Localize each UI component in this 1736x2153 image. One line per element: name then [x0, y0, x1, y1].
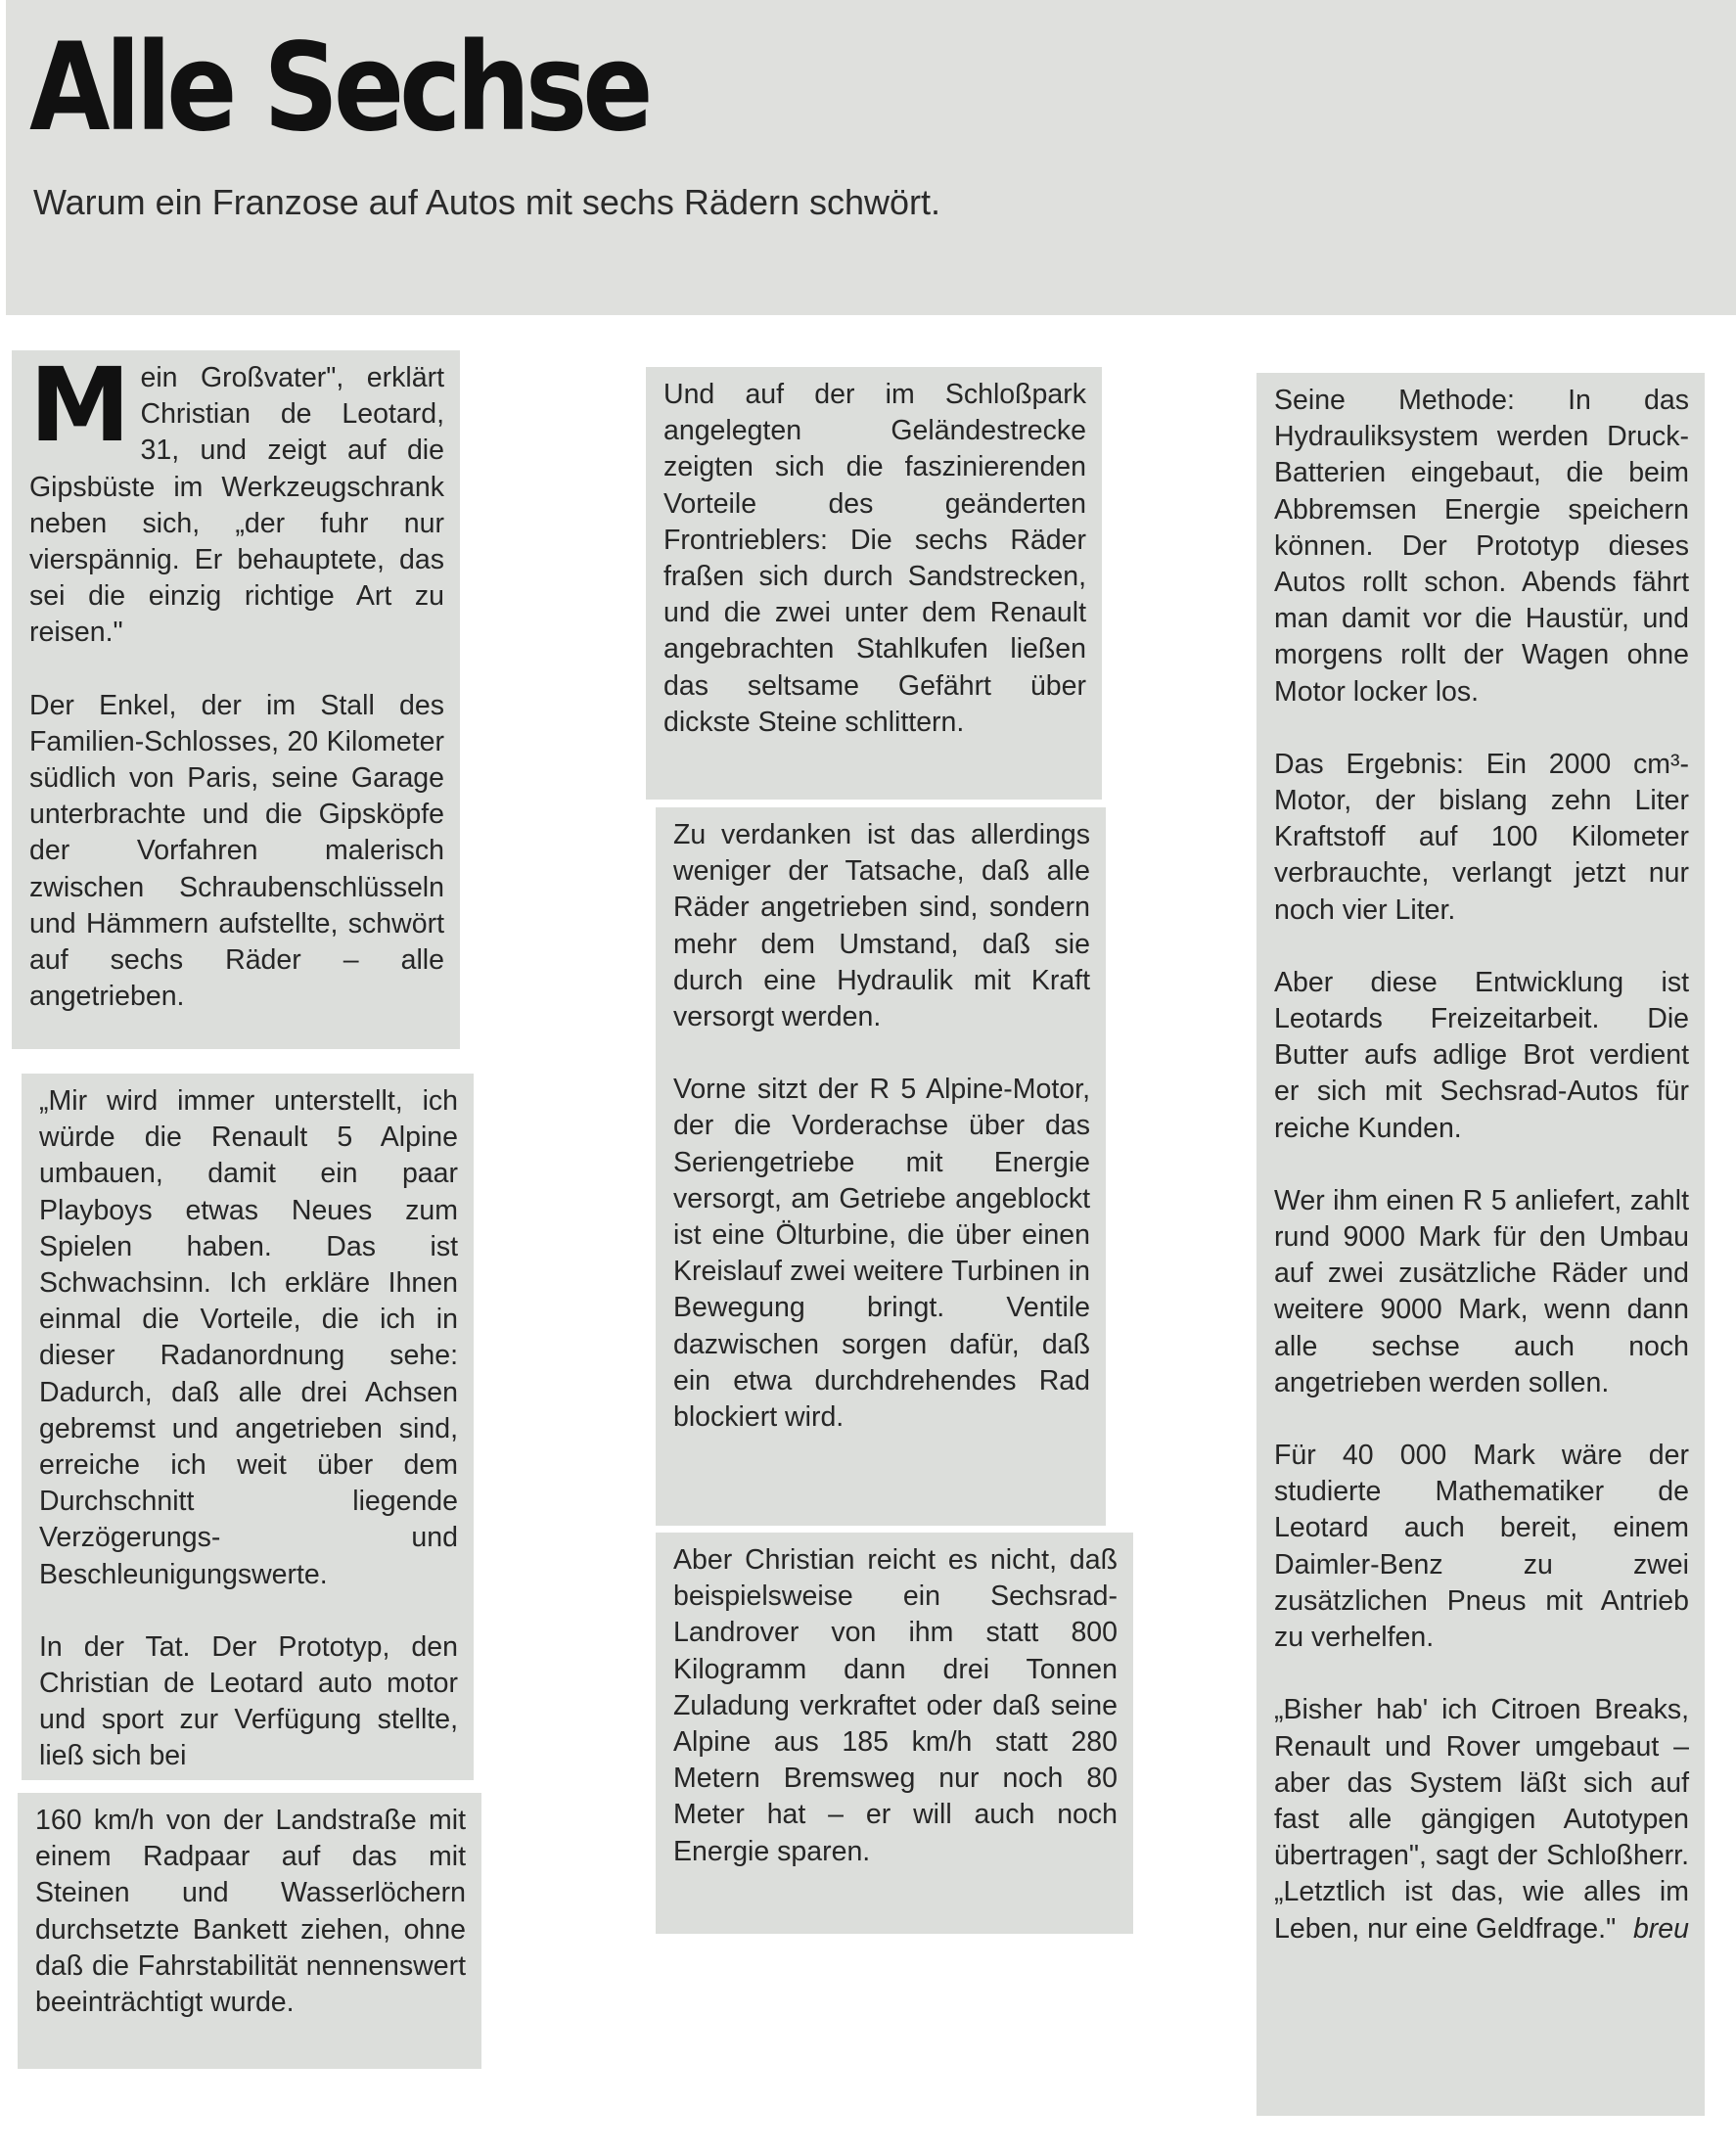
clipping-col1-block3: [18, 1793, 481, 2069]
paragraph-schlussquote: [1274, 1692, 1689, 1947]
paragraph-prototyp: In der Tat. Der Prototyp, den Christian de Leotard auto motor und sport zur Verfügung stellte, ließ sich bei: [39, 1630, 458, 1772]
paragraph-freizeit: Aber diese Entwicklung ist Leotards Freizeitarbeit. Die Butter aufs adlige Brot verdient er sich mit Sechsrad-Autos für reiche Kunden.: [1274, 966, 1689, 1144]
clipping-col2-block3: [656, 1533, 1133, 1934]
paragraph-energie: Aber Christian reicht es nicht, daß beispielsweise ein Sechsrad-Landrover von ihm statt 800 Kilogramm dann drei Tonnen Zuladung verkraftet oder daß seine Alpine aus 185 km/h statt 280 Metern Bremsweg nur noch 80 Meter hat – er will auch noch Energie sparen.: [673, 1544, 1118, 1867]
paragraph-hydraulik: Zu verdanken ist das allerdings weniger der Tatsache, daß alle Räder angetrieben sind, sondern mehr dem Umstand, daß sie durch eine Hydraulik mit Kraft versorgt werden.: [673, 819, 1090, 1033]
paragraph-daimler: Für 40 000 Mark wäre der studierte Mathematiker de Leotard auch bereit, einem Daimler-Benz zu zwei zusätzlichen Pneus mit Antrieb zu verhelfen.: [1274, 1440, 1689, 1654]
paragraph-schlussquote-text: „Bisher hab' ich Citroen Breaks, Renault und Rover umgebaut – aber das System läßt sich auf fast alle gängigen Autotypen übertragen", sagt der Schloßherr. „Letztlich ist das, wie alles im Leben, nur eine Geldfrage.": [1274, 1694, 1689, 1945]
headline-banner: [6, 0, 1736, 315]
paragraph-ergebnis: Das Ergebnis: Ein 2000 cm³-Motor, der bislang zehn Liter Kraftstoff auf 100 Kilometer verbrauchte, verlangt jetzt nur noch vier Liter.: [1274, 748, 1689, 926]
clipping-col2-block1: [646, 367, 1102, 800]
article-subtitle: Warum ein Franzose auf Autos mit sechs Rädern schwört.: [33, 182, 941, 222]
clipping-col3: [1256, 373, 1705, 2116]
paragraph-gelaende: Und auf der im Schloßpark angelegten Geländestrecke zeigten sich die faszinierenden Vorteile des geänderten Frontrieblers: Die sechs Räder fraßen sich durch Sandstrecken, und die zwei unter dem Renault angebrachten Stahlkufen ließen das seltsame Gefährt über dickste Steine schlittern.: [663, 379, 1086, 738]
paragraph-intro-text: ein Großvater", erklärt Christian de Leotard, 31, und zeigt auf die Gipsbüste im Werkzeugschrank neben sich, „der fuhr nur vierspännig. Er behauptete, das sei die einzig richtige Art zu reisen.": [29, 362, 444, 649]
paragraph-intro: [29, 345, 444, 652]
paragraph-preis: Wer ihm einen R 5 anliefert, zahlt rund 9000 Mark für den Umbau auf zwei zusätzliche Räder und weitere 9000 Mark, wenn dann alle sechse auch noch angetrieben werden sollen.: [1274, 1184, 1689, 1398]
clipping-col2-block2: [656, 807, 1106, 1526]
paragraph-methode: Seine Methode: In das Hydrauliksystem werden Druck-Batterien eingebaut, die beim Abbremsen Energie speichern können. Der Prototyp dieses Autos rollt schon. Abends fährt man damit vor die Haustür, und morgens rollt der Wagen ohne Motor locker los.: [1274, 385, 1689, 708]
author-signature: breu: [1632, 1912, 1689, 1945]
paragraph-quote-renault: „Mir wird immer unterstellt, ich würde die Renault 5 Alpine umbauen, damit ein paar Playboys etwas Neues zum Spielen haben. Das ist Schwachsinn. Ich erkläre Ihnen einmal die Vorteile, die ich in dieser Radanordnung sehe: Dadurch, daß alle drei Achsen gebremst und angetrieben sind, erreiche ich weit über dem Durchschnitt liegende Verzögerungs- und Beschleunigungswerte.: [39, 1085, 458, 1590]
paragraph-motor: Vorne sitzt der R 5 Alpine-Motor, der die Vorderachse über das Seriengetriebe mit Energie versorgt, am Getriebe angeblockt ist eine Ölturbine, die über einen Kreislauf zwei weitere Turbinen in Bewegung bringt. Ventile dazwischen sorgen dafür, daß ein etwa durchdrehendes Rad blockiert wird.: [673, 1074, 1090, 1434]
clipping-col1-block1: [12, 345, 460, 1049]
paragraph-enkel: Der Enkel, der im Stall des Familien-Schlosses, 20 Kilometer südlich von Paris, seine Garage unterbrachte und die Gipsköpfe der Vorfahren malerisch zwischen Schraubenschlüsseln und Hämmern aufstellte, schwört auf sechs Räder – alle angetrieben.: [29, 689, 444, 1013]
clipping-col1-block2: [22, 1074, 474, 1780]
drop-cap: M: [29, 345, 131, 465]
article-title: Alle Sechse: [29, 18, 649, 159]
paragraph-landstrasse: 160 km/h von der Landstraße mit einem Radpaar auf das mit Steinen und Wasserlöchern durchsetzte Bankett ziehen, ohne daß die Fahrstabilität nennenswert beeinträchtigt wurde.: [35, 1805, 466, 2019]
